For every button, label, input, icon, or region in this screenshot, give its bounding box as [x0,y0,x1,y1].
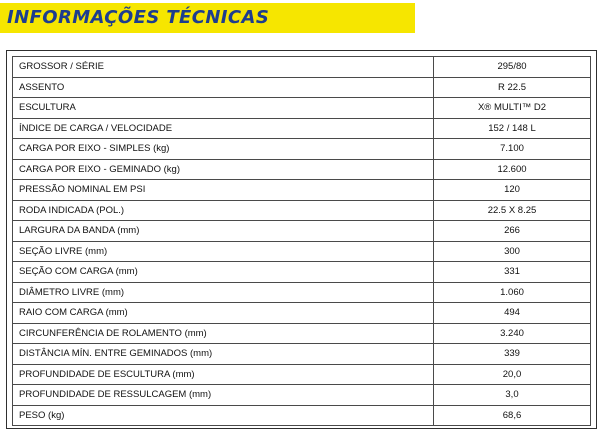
spec-value: 1.060 [434,282,591,303]
spec-label: RODA INDICADA (POL.) [13,200,434,221]
spec-label: ESCULTURA [13,98,434,119]
spec-label: PESO (kg) [13,405,434,426]
spec-row [13,77,591,98]
spec-label: SEÇÃO COM CARGA (mm) [13,262,434,283]
spec-table-body [13,57,591,426]
spec-row [13,323,591,344]
spec-value: 295/80 [434,57,591,78]
spec-value: 68,6 [434,405,591,426]
page-title: INFORMAÇÕES TÉCNICAS [7,7,270,28]
spec-label: PRESSÃO NOMINAL EM PSI [13,180,434,201]
spec-label: PROFUNDIDADE DE RESSULCAGEM (mm) [13,385,434,406]
spec-label: DISTÂNCIA MÍN. ENTRE GEMINADOS (mm) [13,344,434,365]
spec-row [13,98,591,119]
spec-row [13,364,591,385]
spec-label: SEÇÃO LIVRE (mm) [13,241,434,262]
spec-value: 331 [434,262,591,283]
spec-value: R 22.5 [434,77,591,98]
spec-row [13,180,591,201]
spec-value: 339 [434,344,591,365]
spec-table [12,56,591,426]
spec-row [13,200,591,221]
spec-value: 3,0 [434,385,591,406]
spec-row [13,118,591,139]
spec-label: DIÂMETRO LIVRE (mm) [13,282,434,303]
spec-row [13,159,591,180]
spec-row [13,303,591,324]
spec-value: X® MULTI™ D2 [434,98,591,119]
spec-value: 20,0 [434,364,591,385]
spec-value: 7.100 [434,139,591,160]
spec-value: 22.5 X 8.25 [434,200,591,221]
spec-value: 266 [434,221,591,242]
spec-label: ÍNDICE DE CARGA / VELOCIDADE [13,118,434,139]
spec-label: LARGURA DA BANDA (mm) [13,221,434,242]
spec-row [13,57,591,78]
spec-label: CARGA POR EIXO - GEMINADO (kg) [13,159,434,180]
spec-value: 494 [434,303,591,324]
spec-row [13,344,591,365]
spec-row [13,282,591,303]
spec-value: 300 [434,241,591,262]
spec-value: 120 [434,180,591,201]
spec-label: GROSSOR / SÉRIE [13,57,434,78]
spec-value: 152 / 148 L [434,118,591,139]
spec-row [13,139,591,160]
spec-label: ASSENTO [13,77,434,98]
spec-row [13,405,591,426]
spec-value: 3.240 [434,323,591,344]
spec-row [13,385,591,406]
spec-value: 12.600 [434,159,591,180]
spec-label: CIRCUNFERÊNCIA DE ROLAMENTO (mm) [13,323,434,344]
spec-row [13,221,591,242]
spec-label: RAIO COM CARGA (mm) [13,303,434,324]
spec-label: CARGA POR EIXO - SIMPLES (kg) [13,139,434,160]
spec-label: PROFUNDIDADE DE ESCULTURA (mm) [13,364,434,385]
spec-row [13,262,591,283]
spec-row [13,241,591,262]
